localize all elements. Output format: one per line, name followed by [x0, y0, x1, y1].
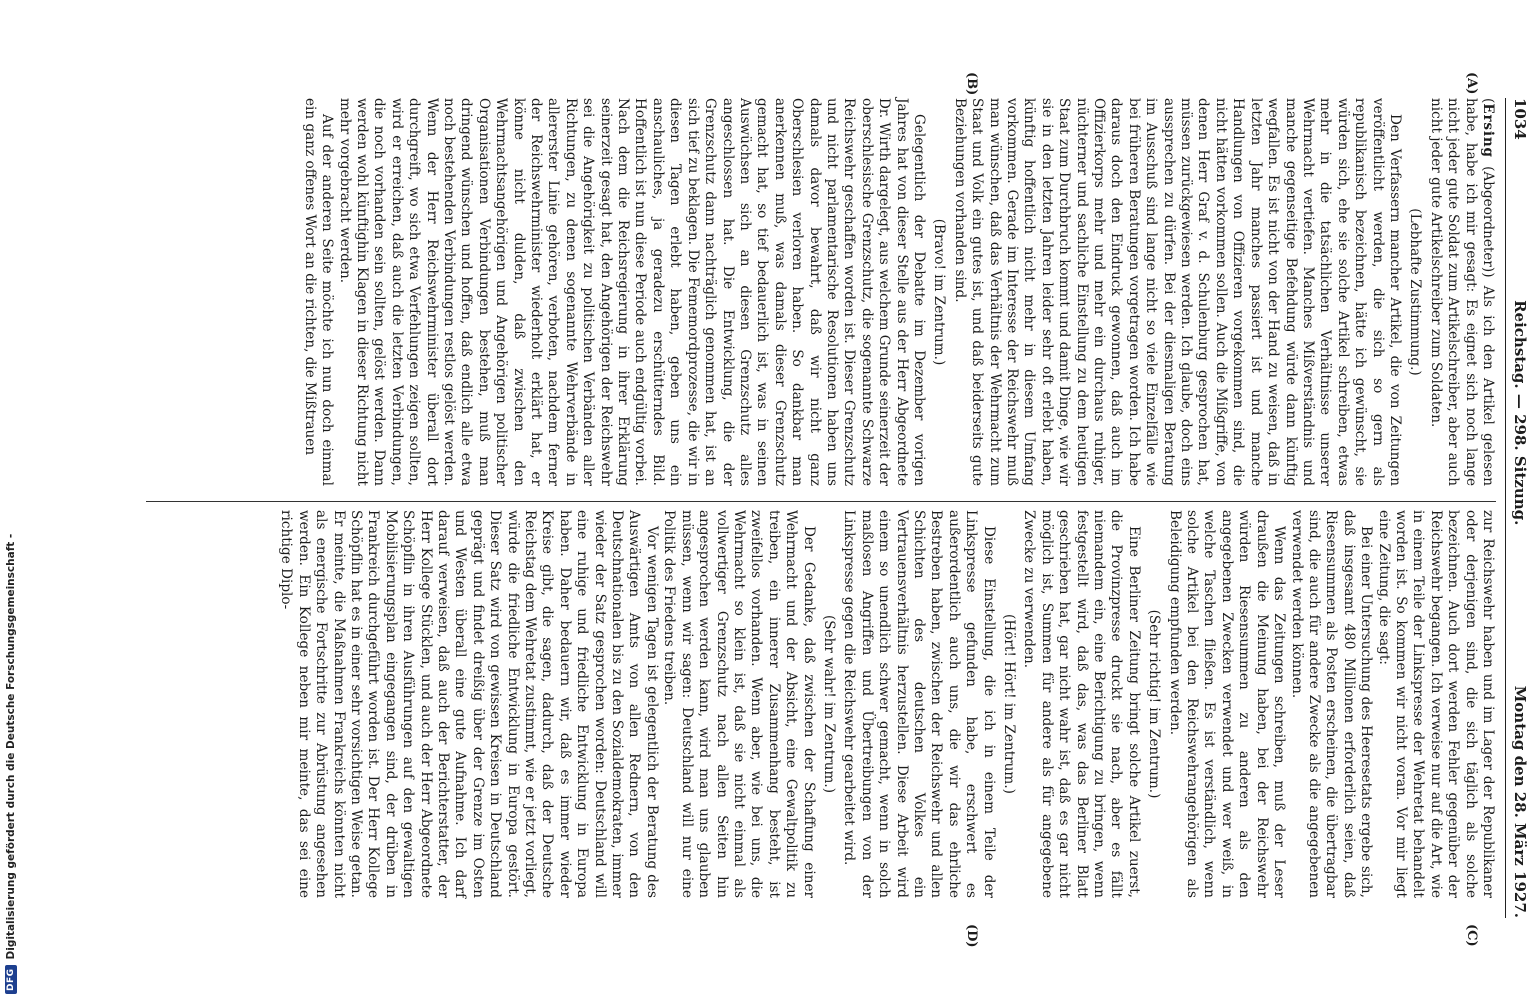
- page-wrapper: [108, 72, 1529, 948]
- quoted-paragraph: Bei einer Untersuchung des Heeresetats ergebe sich, daß insgesamt 480 Millionen erforderlich seien, daß Riesensummen als Posten erscheinen, die übertragbar sind, die auch für andere Zwecke als die angegebenen verwendet werden können.: [1288, 510, 1375, 898]
- paragraph-text: Als ich den Artikel gelesen habe, habe ich mir gesagt: Es eignet sich noch lange nicht jeder gute Soldat zum Artikelschreiber, aber auch nicht jeder gute Artikelschreiber zum Soldaten.: [1427, 98, 1496, 486]
- page-title: Reichstag. — 298. Sitzung.: [1511, 300, 1529, 526]
- paragraph: Vor wenigen Tagen ist gelegentlich der Beratung des Auswärtigen Amts von allen Rednern, von den Deutschnationalen bis zu den Sozialdemokraten, immer wieder der Satz gesprochen worden: Deutschland will eine ruhige und friedliche Entwicklung in Europa haben. Daher bedauern wir, daß es immer wieder Kreise gibt, die sagen, dadurch, daß der Deutsche Reichstag dem Wehretat zustimmt, wie er jetzt vorliegt, würde die friedliche Entwicklung in Europa gestört. Dieser Satz wird von gewissen Kreisen in Deutschland geprägt und findet dreißig über der Grenze im Osten und Westen überall eine gute Aufnahme. Ich darf darauf verweisen, daß auch der Berichterstatter, der Herr Kollege Stücklen, und auch der Herr Abgeordnete Schöpflin in ihren Ausführungen auf den gewaltigen Mobilisierungsplan eingegangen sind, der drüben in Frankreich durchgeführt worden ist. Der Herr Kollege Schöpflin hat es in einer sehr vorsichtigen Weise getan. Er meinte, die Maßnahmen Frankreichs könnten nicht als energische Fortschritte zur Abrüstung angesehen werden. Ein Kollege neben mir meinte, das sei eine richtige Diplo-: [278, 510, 660, 898]
- reaction: (Sehr richtig! im Zentrum.): [1146, 609, 1163, 799]
- margin-mark-c: (C): [1464, 924, 1479, 947]
- margin-mark-b: (B): [964, 72, 979, 96]
- dfg-logo: DFG: [5, 965, 17, 994]
- paragraph: Der Gedanke, daß zwischen der Schaffung einer Wehrmacht und der Absicht, eine Gewaltpolitik zu treiben, ein innerer Zusammenhang besteht, ist zweifellos vorhanden. Wenn aber, wie bei uns, die Wehrmacht so klein ist, daß sie nicht einmal als vollwertiger Grenzschutz nach allen Seiten hin angesprochen werden kann, wird man uns glauben müssen, wenn wir sagen: Deutschland will nur eine Politik des Friedens treiben.: [661, 510, 817, 898]
- page-number: 1034: [1511, 98, 1529, 140]
- column-divider: [146, 501, 1496, 502]
- speaker-name: Ersing: [1480, 103, 1496, 158]
- paragraph: zur Reichswehr haben und im Lager der Republikaner oder derjenigen sind, die sich täglich als solche bezeichnen. Auch dort werden Fehler gegenüber der Reichswehr begangen. Ich verweise nur auf die Art, wie in einem Teile der Linkspresse der Wehretat behandelt worden ist. So kommen wir nicht voran. Vor mir liegt eine Zeitung, die sagt:: [1375, 510, 1496, 898]
- document-page: [108, 72, 1529, 948]
- digitization-credit-text: Digitalisierung gefördert durch die Deutsche Forschungsgemeinschaft -: [5, 533, 17, 960]
- paragraph: Wenn das Zeitungen schreiben, muß der Leser draußen die Meinung haben, bei der Reichswehr würden Riesensummen zu anderen als den angegebenen Zwecken verwendet und wer weiß, in welche Taschen fließen. Es ist verständlich, wenn solche Artikel bei den Reichswehrangehörigen als Beleidigung empfunden werden.: [1166, 510, 1288, 898]
- digitization-credit: [0, 0, 22, 1000]
- margin-mark-a: (A): [1464, 72, 1479, 95]
- reaction: (Lebhafte Zustimmung.): [1407, 208, 1424, 376]
- page-date: Montag den 28. März 1927.: [1511, 685, 1529, 918]
- reaction: (Hört! Hört! im Zentrum.): [1001, 614, 1018, 794]
- reaction: (Sehr wahr! im Zentrum.): [820, 614, 837, 794]
- reaction: (Bravo! im Zentrum.): [931, 218, 948, 366]
- paragraph: Den Verfassern mancher Artikel, die von Zeitungen veröffentlicht werden, die sich so gern als republikanisch bezeichnen, hätte ich gewünscht, sie würden sich, ehe sie solche Artikel schreiben, etwas mehr in die tatsächlichen Verhältnisse unserer Wehrmacht vertiefen. Manches Mißverständnis und manche gegenseitige Befehdung würde dann künftig wegfallen. Es ist nicht von der Hand zu weisen, daß in letzten Jahr manches passiert ist und manche Handlungen von Offizieren vorgekommen sind, die nicht hätten vorkommen sollen. Auch die Mißgriffe, von denen Herr Graf v. d. Schulenburg gesprochen hat, müssen zurückgewiesen werden. Ich glaube, doch eins aussprechen zu dürfen. Bei der diesmaligen Beratung im Ausschuß sind lange nicht so viele Einzelfälle wie bei früheren Beratungen vorgetragen worden. Ich habe daraus doch den Eindruck gewonnen, daß auch im Offizierkorps mehr und mehr ein durchaus ruhiger, nüchterner und sachliche Einstellung zu dem heutigen Staat zum Durchbruch kommt und damit Dinge, wie wir sie in den letzten Jahren leider sehr oft erlebt haben, künftig hoffentlich nicht mehr in diesem Umfang vorkommen. Gerade im Interesse der Reichswehr muß man wünschen, daß das Verhältnis der Wehrmacht zum Staat und Volk ein gutes ist, und daß beiderseits gute Beziehungen vorhanden sind.: [951, 98, 1403, 486]
- right-column: [126, 510, 1496, 898]
- speaker-role: (Abgeordneter): [1480, 157, 1496, 273]
- paragraph: Auf der anderen Seite möchte ich nun doch einmal ein ganz offenes Wort an die richten, die Mißtrauen: [301, 98, 336, 486]
- paragraph: Diese Einstellung, die ich in einem Teile der Linkspresse gefunden habe, erschwert es außerordentlich auch uns, die wir das ehrliche Bestreben haben, zwischen der Reichswehr und allen Schichten des deutschen Volkes ein Vertrauensverhältnis herzustellen. Diese Arbeit wird einem so unendlich schwer gemacht, wenn in solch maßlosen Angriffen und Übertreibungen von der Linkspresse gegen die Reichswehr gearbeitet wird.: [841, 510, 997, 898]
- paragraph: (Ersing (Abgeordneter)) Als ich den Artikel gelesen habe, habe ich mir gesagt: Es eignet sich noch lange nicht jeder gute Soldat zum Artikelschreiber, aber auch nicht jeder gute Artikelschreiber zum Soldaten.: [1427, 98, 1496, 486]
- paragraph: Gelegentlich der Debatte im Dezember vorigen Jahres hat von dieser Stelle aus der Herr Abgeordnete Dr. Wirth dargelegt, aus welchem Grunde seinerzeit der oberschlesische Grenzschutz, die sogenannte Schwarze Reichswehr geschaffen worden ist. Dieser Grenzschutz und nicht parlamentarische Resolutionen haben uns damals davor bewahrt, daß wir nicht ganz Oberschlesien verloren haben. So dankbar man anerkennen muß, was damals dieser Grenzschutz gemacht hat, so tief bedauerlich ist, was in seinen Auswüchsen sich an diesen Grenzschutz alles angeschlossen hat. Die Entwicklung, die der Grenzschutz dann nachträglich genommen hat, ist an sich tief zu beklagen. Die Fememordprozesse, die wir in diesen Tagen erlebt haben, geben uns ein anschauliches, ja geradezu erschütterndes Bild. Hoffentlich ist nun diese Periode auch endgültig vorbei. Nach dem die Reichsregierung in ihrer Erklärung seinerzeit gesagt hat, den Angehörigen der Reichswehr sei die Angehörigkeit zu politischen Verbänden aller Richtungen, zu denen sogenannte Wehrverbände in allererster Linie gehören, verboten, nachdem ferner der Reichswehrminister wiederholt erklärt hat, er könne nicht dulden, daß zwischen den Wehrmachtsangehörigen und Angehörigen politischer Organisationen Verbindungen bestehen, muß man dringend wünschen und hoffen, daß endlich alle etwa noch bestehenden Verbindungen restlos gelöst werden. Wenn der Herr Reichswehrminister überall dort durchgreift, wo sich etwa Verfehlungen zeigen sollten, wird er erreichen, daß auch die letzten Verbindungen, die noch vorhanden sein sollten, gelöst werden. Dann werden wohl künftighin Klagen in dieser Richtung nicht mehr vorgebracht werden.: [336, 98, 927, 486]
- margin-mark-d: (D): [964, 924, 979, 948]
- left-column: [126, 98, 1496, 486]
- paragraph: Eine Berliner Zeitung bringt solche Artikel zuerst, die Provinzpresse druckt sie nach, aber es fällt niemandem ein, eine Berichtigung zu bringen, wenn festgestellt wird, daß das, was das Berliner Blatt geschrieben hat, gar nicht wahr ist, daß es gar nicht möglich ist, Summen für andere als für angegebene Zwecke zu verwenden.: [1021, 510, 1142, 898]
- page-header: [1505, 98, 1528, 918]
